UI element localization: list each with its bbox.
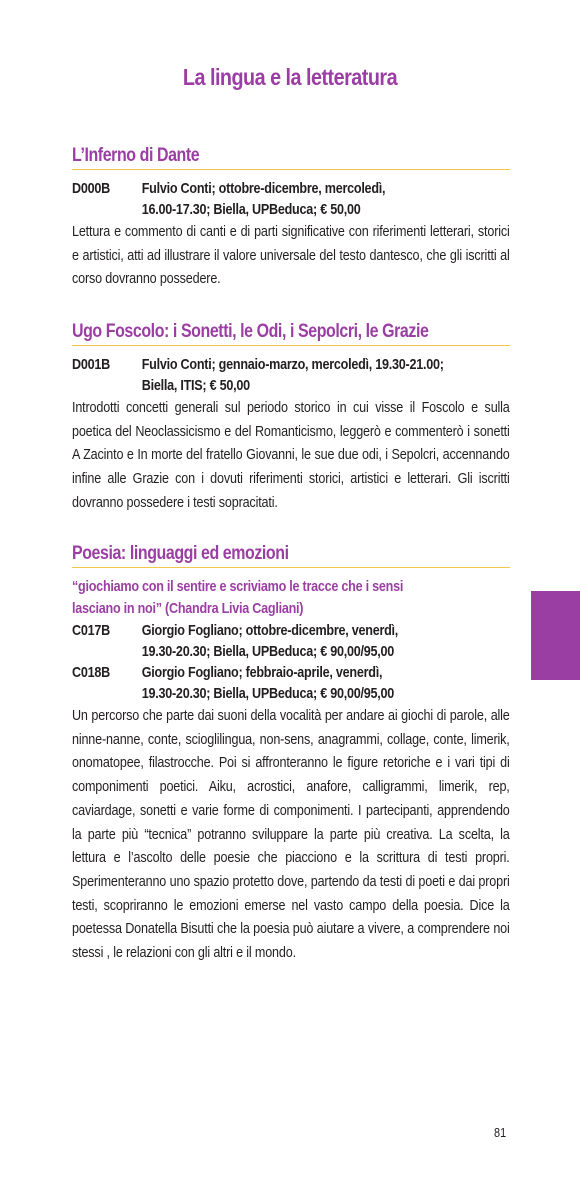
course-entry [72, 620, 510, 662]
section-inferno [72, 145, 510, 291]
course-subtitle-line1: “giochiamo con il sentire e scriviamo le tracce che i sensi [72, 578, 404, 595]
course-code: C018B [72, 664, 110, 681]
section-heading: Ugo Foscolo: i Sonetti, le Odi, i Sepolcri, le Grazie [72, 321, 429, 342]
course-details-line2: Biella, ITIS; € 50,00 [141, 377, 250, 394]
course-code: D001B [72, 356, 110, 373]
course-entry [72, 354, 510, 396]
course-description: Un percorso che parte dai suoni della vocalità per andare ai giochi di parole, alle ninne-nanne, conte, scioglilingua, non-sens, anagrammi, collage, conte, limerik, onomatopee, filastrocche. Poi si affronteranno le figure retoriche e i vari tipi di componimenti poetici. Aiku, acrostici, anafore, calligrammi, limerik, rep, caviardage, sonetti e varie forme di componimenti. I partecipanti, apprendendo la parte più “tecnica” potranno sviluppare la parte più creativa. La scelta, la lettura e l’ascolto delle poesie che piacciono e la scrittura di testi propri. Sperimenteranno uno spazio protetto dove, partendo da testi di poeti e dai propri testi, scopriranno le emozioni emerse nel vasto campo della poesia. Dice la poetessa Donatella Bisutti che la poesia può aiutare a vivere, a comprendere noi stessi , le relazioni con gli altri e il mondo. [72, 707, 510, 962]
page-title: La lingua e la letteratura [182, 64, 398, 90]
section-foscolo [72, 321, 510, 515]
course-description: Lettura e commento di canti e di parti significative con riferimenti letterari, storici e artistici, atti ad illustrare il valore universale del testo dantesco, che gli iscritti al corso dovranno possedere. [72, 223, 510, 288]
section-poesia [72, 543, 510, 965]
course-subtitle-line2: lasciano in noi” (Chandra Livia Cagliani) [72, 600, 304, 617]
section-tab-marker [531, 591, 580, 680]
section-heading: Poesia: linguaggi ed emozioni [72, 543, 289, 564]
section-heading: L’Inferno di Dante [72, 145, 200, 166]
course-subtitle [72, 576, 510, 620]
course-description: Introdotti concetti generali sul periodo storico in cui visse il Foscolo e sulla poetica del Neoclassicismo e del Romanticismo, leggerò e commenterò i sonetti A Zacinto e In morte del fratello Giovanni, le sue due odi, i Sepolcri, accennando infine alle Grazie con i dovuti riferimenti storici, artistici e letterari. Gli iscritti dovranno possedere i testi sopracitati. [72, 399, 510, 511]
course-entry [72, 662, 510, 704]
course-details-line1: Giorgio Fogliano; ottobre-dicembre, venerdì, [141, 622, 399, 639]
course-details-line1: Fulvio Conti; gennaio-marzo, mercoledì, 19.30-21.00; [141, 356, 444, 373]
course-details-line1: Giorgio Fogliano; febbraio-aprile, venerdì, [141, 664, 383, 681]
course-details-line2: 16.00-17.30; Biella, UPBeduca; € 50,00 [141, 201, 361, 218]
course-code: D000B [72, 180, 110, 197]
course-code: C017B [72, 622, 110, 639]
page-number: 81 [494, 1125, 507, 1140]
course-entry [72, 178, 510, 220]
course-details-line2: 19.30-20.30; Biella, UPBeduca; € 90,00/95,00 [141, 685, 394, 702]
course-details-line1: Fulvio Conti; ottobre-dicembre, mercoledì, [141, 180, 386, 197]
course-details-line2: 19.30-20.30; Biella, UPBeduca; € 90,00/95,00 [141, 643, 394, 660]
